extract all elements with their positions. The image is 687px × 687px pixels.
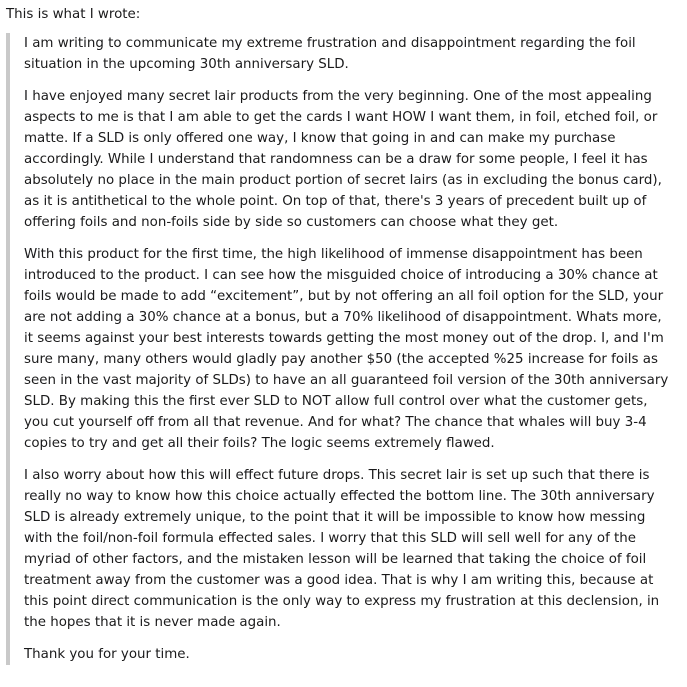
letter-paragraph-closing: Thank you for your time. xyxy=(24,647,190,662)
letter-paragraph-background: I have enjoyed many secret lair products from the very beginning. One of the most appealing aspects to me is that I am able to get the cards I want HOW I want them, in foil, etched foil, or matte. If a SLD is only offered one way, I know that going in and can make my purchase accordingly. While I understand that randomness can be a draw for some people, I feel it has absolutely no place in the main product portion of secret lairs (as in excluding the bonus card), as it is antithetical to the whole point. On top of that, there's 3 years of precedent built up of offering foils and non-foils side by side so customers can choose what they get. xyxy=(24,89,662,230)
intro-text: This is what I wrote: xyxy=(6,7,141,22)
quoted-letter xyxy=(6,33,669,665)
letter-paragraph-opening: I am writing to communicate my extreme frustration and disappointment regarding the foil situation in the upcoming 30th anniversary SLD. xyxy=(24,36,636,72)
letter-paragraph-argument: With this product for the first time, the high likelihood of immense disappointment has been introduced to the product. I can see how the misguided choice of introducing a 30% chance at foils would be made to add “excitement”, but by not offering an all foil option for the SLD, your are not adding a 30% chance at a bonus, but a 70% likelihood of disappointment. Whats more, it seems against your best interests towards getting the most money out of the drop. I, and I'm sure many, many others would gladly pay another $50 (the accepted %25 increase for foils as seen in the vast majority of SLDs) to have an all guaranteed foil version of the 30th anniversary SLD. By making this the first ever SLD to NOT allow full control over what the customer gets, you cut yourself off from all that revenue. And for what? The chance that whales will buy 3-4 copies to try and get all their foils? The logic seems extremely flawed. xyxy=(24,247,669,451)
letter-paragraph-concern: I also worry about how this will effect future drops. This secret lair is set up such that there is really no way to know how this choice actually effected the bottom line. The 30th anniversary SLD is already extremely unique, to the point that it will be impossible to know how messing with the foil/non-foil formula effected sales. I worry that this SLD will sell well for any of the myriad of other factors, and the mistaken lesson will be learned that taking the choice of foil treatment away from the customer was a good idea. That is why I am writing this, because at this point direct communication is the only way to express my frustration at this declension, in the hopes that it is never made again. xyxy=(24,468,660,630)
